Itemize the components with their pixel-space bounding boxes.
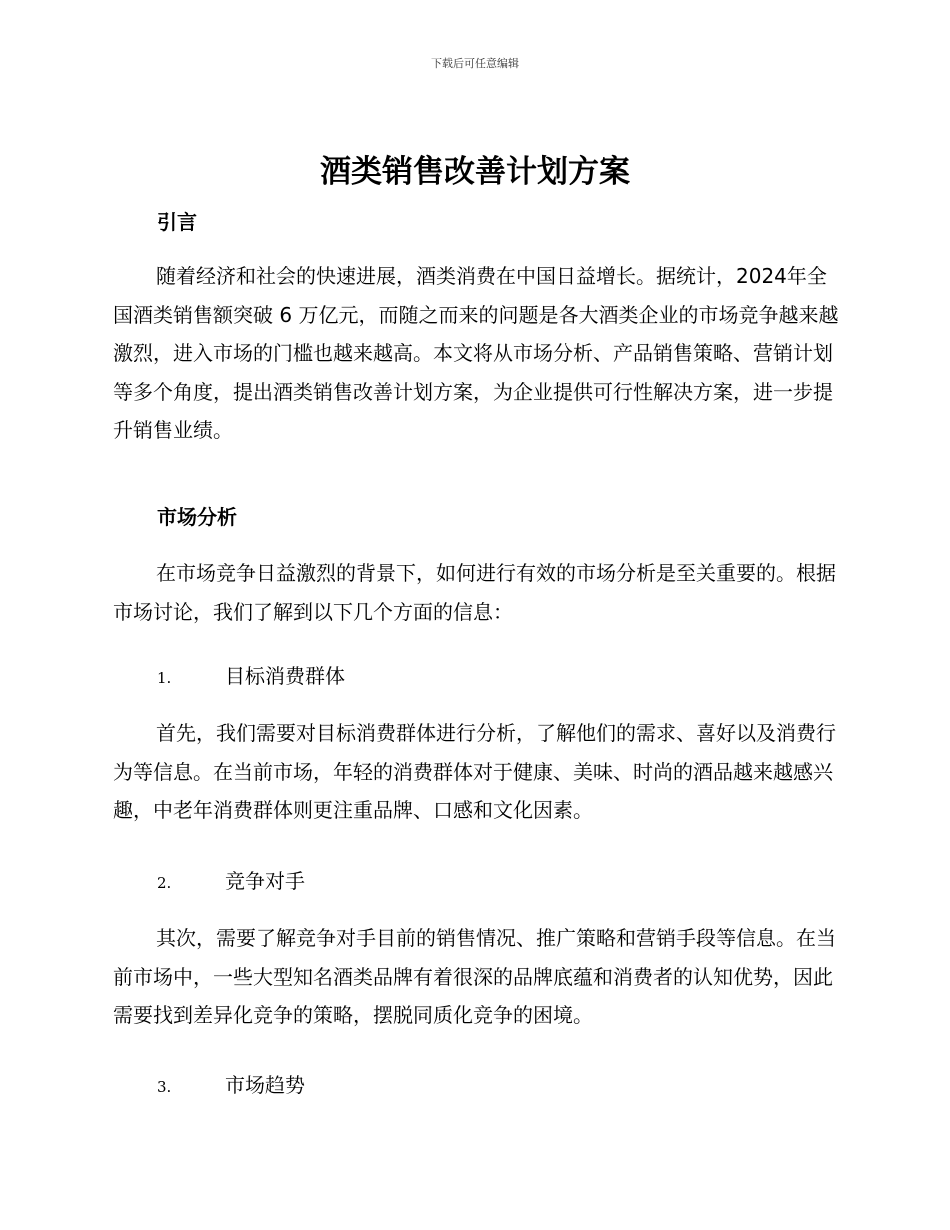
market-paragraph — [113, 554, 843, 631]
list-item-3 — [157, 1071, 305, 1101]
list-title: 目标消费群体 — [225, 664, 345, 688]
document-title: 酒类销售改善计划方案 — [320, 154, 630, 190]
market-heading: 市场分析 — [157, 505, 237, 529]
header-note: 下载后可任意编辑 — [431, 57, 519, 70]
item-1-paragraph-text: 首先，我们需要对目标消费群体进行分析，了解他们的需求、喜好以及消费行为等信息。在当前市场，年轻的消费群体对于健康、美味、时尚的酒品越来越感兴趣，中老年消费群体则更注重品牌、口感和文化因素。 — [113, 721, 836, 822]
intro-paragraph — [113, 257, 843, 450]
list-item-1 — [157, 662, 345, 692]
item-2-paragraph — [113, 919, 843, 1035]
item-2-paragraph-text: 其次，需要了解竞争对手目前的销售情况、推广策略和营销手段等信息。在当前市场中，一些大型知名酒类品牌有着很深的品牌底蕴和消费者的认知优势，因此需要找到差异化竞争的策略，摆脱同质化竞争的困境。 — [113, 926, 836, 1027]
list-number: 3. — [157, 1078, 172, 1096]
list-item-2 — [157, 867, 305, 897]
list-number: 1. — [157, 669, 172, 687]
market-paragraph-text: 在市场竞争日益激烈的背景下，如何进行有效的市场分析是至关重要的。根据市场讨论，我们了解到以下几个方面的信息： — [113, 561, 836, 624]
intro-paragraph-text: 随着经济和社会的快速进展，酒类消费在中国日益增长。据统计，2024年全国酒类销售额突破 6 万亿元，而随之而来的问题是各大酒类企业的市场竞争越来越激烈，进入市场的门槛也越来越高。本文将从市场分析、产品销售策略、营销计划等多个角度，提出酒类销售改善计划方案，为企业提供可行性解决方案，进一步提升销售业绩。 — [113, 264, 839, 442]
list-title: 市场趋势 — [225, 1073, 305, 1097]
item-1-paragraph — [113, 714, 843, 830]
list-title: 竞争对手 — [225, 869, 305, 893]
intro-heading: 引言 — [157, 210, 197, 234]
list-number: 2. — [157, 874, 172, 892]
